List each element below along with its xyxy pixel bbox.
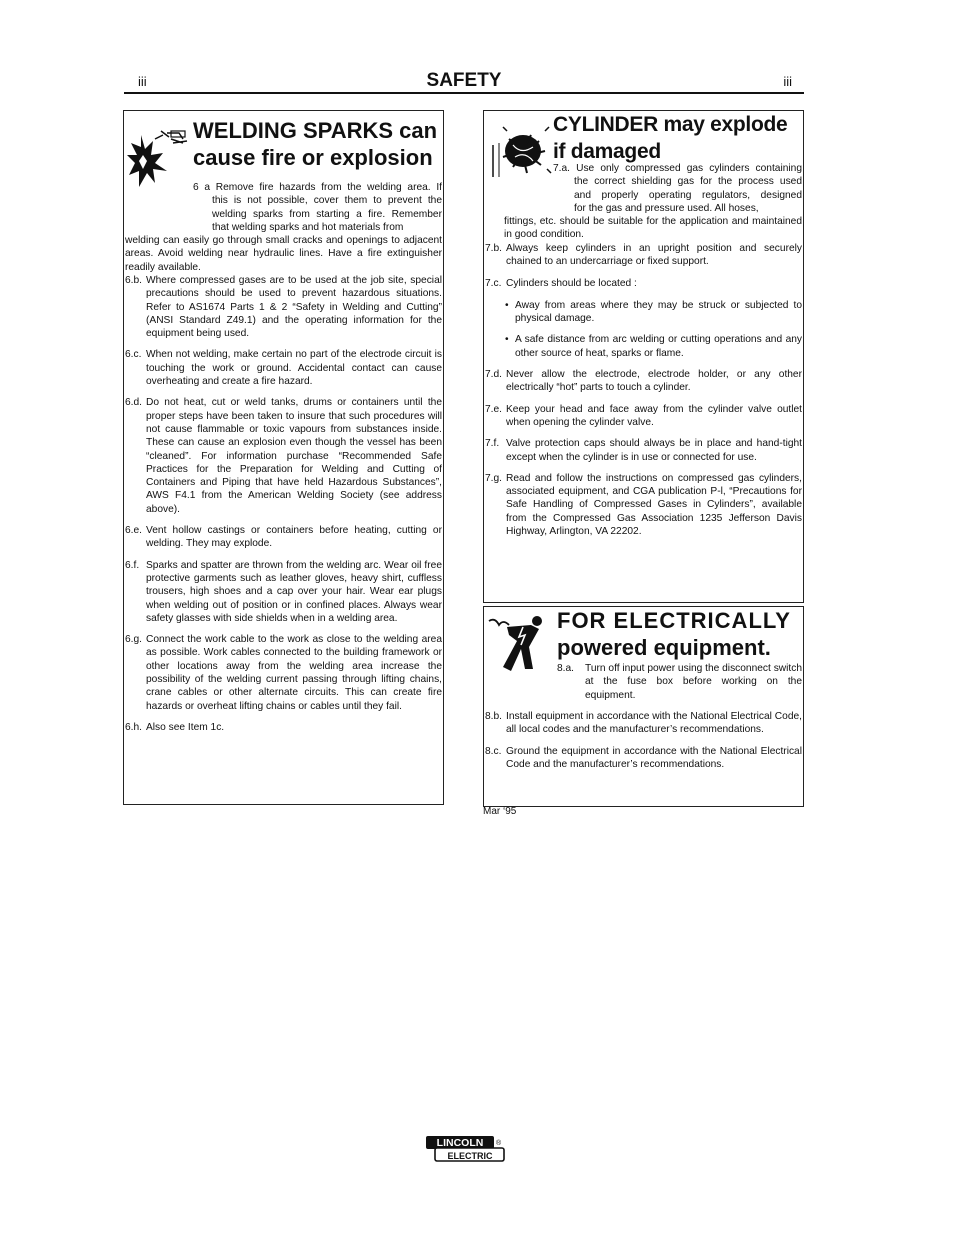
electrical-section <box>483 606 804 807</box>
welding-sparks-title: WELDING SPARKS can cause fire or explosion <box>193 118 438 170</box>
page-header <box>124 70 804 94</box>
list-item: 6.c. When not welding, make certain no part of the electrode circuit is touching the work or ground. Accidental contact can cause overheating and create a fire hazard. <box>125 349 442 388</box>
page-title: SAFETY <box>426 70 502 91</box>
list-item: 7.g. Read and follow the instructions on compressed gas cylinders, associated equipment, and CGA publication P-l, “Precautions for Safe Handling of Compressed Gases in Cylinders”, available from the Compressed Gas Association 1235 Jefferson Davis Highway, Arlington, VA 22202. <box>485 472 802 538</box>
list-item: 6.b. Where compressed gases are to be used at the job site, special precautions should be used to prevent hazardous situations. Refer to AS1674 Parts 1 & 2 “Safety in Welding and Cutting” (ANSI Standard Z49.1) and the operating information for the equipment being used. <box>125 275 442 340</box>
cylinder-title: CYLINDER may explode if damaged <box>553 113 788 163</box>
list-item: 8.c. Ground the equipment in accordance with the National Electrical Code and the manufacturer’s recommendations. <box>485 745 802 770</box>
item-7a-intro: 7.a. Use only compressed gas cylinders containing the correct shielding gas for the process used and properly operating regulators, designed for the gas and pressure used. All hoses, <box>553 163 802 214</box>
item-6a-intro: 6 a Remove fire hazards from the welding area. If this is not possible, cover them to prevent the welding sparks from starting a fire. Remember that welding sparks and hot materials from <box>193 182 442 233</box>
list-item: 7.f. Valve protection caps should always be in place and hand-tight except when the cylinder is in use or connected for use. <box>485 438 802 463</box>
page-number-right: iii <box>783 74 792 89</box>
registered-mark: ® <box>496 1140 502 1147</box>
lincoln-electric-logo <box>425 1135 505 1163</box>
electrical-title: FOR ELECTRICALLY powered equipment. <box>557 608 791 660</box>
page-number-left: iii <box>138 74 147 89</box>
logo-top-text: LINCOLN <box>436 1137 484 1149</box>
cylinder-items-list <box>485 242 802 546</box>
item-8a: 8.a. Turn off input power using the disconnect switch at the fuse box before working on the equipment. <box>557 663 802 701</box>
electrical-items-list <box>485 710 802 779</box>
item-7a-continuation: fittings, etc. should be suitable for the application and maintained in good condition. <box>504 216 802 241</box>
list-item: 6.e. Vent hollow castings or containers before heating, cutting or welding. They may explode. <box>125 525 442 550</box>
list-item: 7.e. Keep your head and face away from the cylinder valve outlet when opening the cylinder valve. <box>485 403 802 428</box>
list-item: 7.b. Always keep cylinders in an upright position and securely chained to an undercarriage or fixed support. <box>485 243 802 268</box>
list-item: 7.c. Cylinders should be located : <box>485 277 637 289</box>
bullet-item: • A safe distance from arc welding or cutting operations and any other source of heat, sparks or flame. <box>505 334 802 359</box>
cylinder-section <box>483 110 804 603</box>
list-item: 6.f. Sparks and spatter are thrown from the welding arc. Wear oil free protective garments such as leather gloves, heavy shirt, cuffless trousers, high shoes and a cap over your hair. Wear ear plugs when welding out of position or in confined places. Always wear safety glasses with side shields when in a welding area. <box>125 559 442 624</box>
list-item: 7.d. Never allow the electrode, electrode holder, or any other electrically “hot” parts to touch a cylinder. <box>485 369 802 394</box>
list-item: 8.b. Install equipment in accordance with the National Electrical Code, all local codes and the manufacturer’s recommendations. <box>485 711 802 736</box>
welding-items-list <box>125 274 442 742</box>
electric-shock-icon <box>487 613 553 673</box>
list-item: 6.d. Do not heat, cut or weld tanks, drums or containers until the proper steps have been taken to insure that such procedures will not cause flammable or toxic vapours from substances inside. These can cause an explosion even though the vessel has been “cleaned”. For information purchase “Recommended Safe Practices for the Preparation for Welding and Cutting of Containers and Piping that have held Hazardous Substances”, AWS F4.1 from the American Welding Society (see address above). <box>125 397 442 515</box>
item-6a-continuation: welding can easily go through small cracks and openings to adjacent areas. Avoid welding near hydraulic lines. Have a fire extinguisher readily available. <box>125 235 442 273</box>
bullet-item: • Away from areas where they may be struck or subjected to physical damage. <box>505 299 802 325</box>
list-item: 6.h. Also see Item 1c. <box>125 721 225 733</box>
list-item: 6.g. Connect the work cable to the work as close to the welding area as possible. Work cables connected to the building framework or other locations away from the welding area increase the possibility of the welding current passing through lifting chains, crane cables or other alternate circuits. This can create fire hazards or overheat lifting chains or cables until they fail. <box>125 634 442 712</box>
welding-sparks-section <box>123 110 444 805</box>
revision-date: Mar ‘95 <box>483 806 517 817</box>
explosion-icon <box>127 129 193 191</box>
logo-bottom-text: ELECTRIC <box>447 1151 493 1161</box>
exploding-cylinder-icon <box>487 121 553 183</box>
